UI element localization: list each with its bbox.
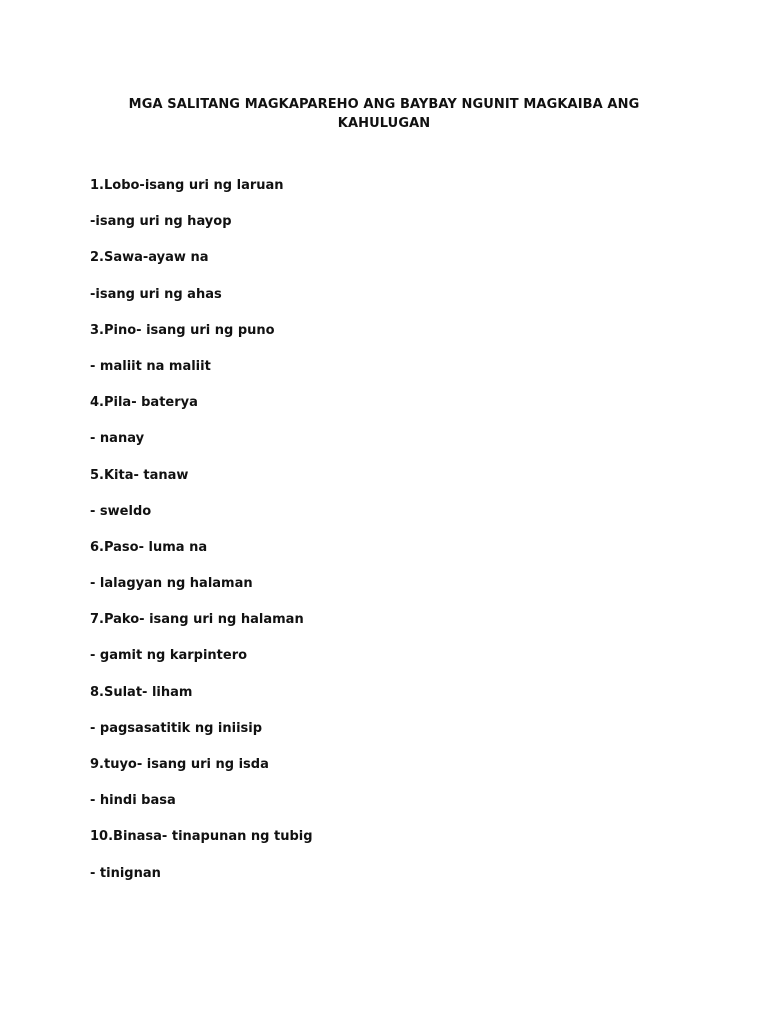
entry-1-alt-meaning: -isang uri ng hayop <box>90 214 232 230</box>
entry-8-alt-meaning: - pagsasatitik ng iniisip <box>90 720 263 736</box>
entry-4-word: 4.Pila- baterya <box>90 395 198 411</box>
entry-9-word: 9.tuyo- isang uri ng isda <box>90 757 269 772</box>
word-list <box>90 177 690 901</box>
entry-6-alt-meaning: - lalagyan ng halaman <box>90 576 253 592</box>
entry-3-word: 3.Pino- isang uri ng puno <box>90 322 275 338</box>
entry-10-word: 10.Binasa- tinapunan ng tubig <box>90 829 313 845</box>
document-title <box>80 95 688 133</box>
entry-2-word: 2.Sawa-ayaw na <box>90 250 209 266</box>
entry-8-word: 8.Sulat- liham <box>90 684 193 700</box>
entry-3-alt-meaning: - maliit na maliit <box>90 358 211 374</box>
entry-4-alt-meaning: - nanay <box>90 431 145 447</box>
entry-1-word: 1.Lobo-isang uri ng laruan <box>90 178 284 193</box>
entry-6-word: 6.Paso- luma na <box>90 539 208 555</box>
entry-2-alt-meaning: -isang uri ng ahas <box>90 286 222 302</box>
title-line-1: MGA SALITANG MAGKAPAREHO ANG BAYBAY NGUNIT MAGKAIBA ANG <box>128 97 640 112</box>
entry-5-word: 5.Kita- tanaw <box>90 467 189 483</box>
title-line-2: KAHULUGAN <box>337 116 431 131</box>
entry-5-alt-meaning: - sweldo <box>90 503 152 519</box>
entry-10-alt-meaning: - tinignan <box>90 865 161 881</box>
entry-9-alt-meaning: - hindi basa <box>90 793 176 809</box>
entry-7-word: 7.Pako- isang uri ng halaman <box>90 612 304 628</box>
entry-7-alt-meaning: - gamit ng karpintero <box>90 648 248 664</box>
